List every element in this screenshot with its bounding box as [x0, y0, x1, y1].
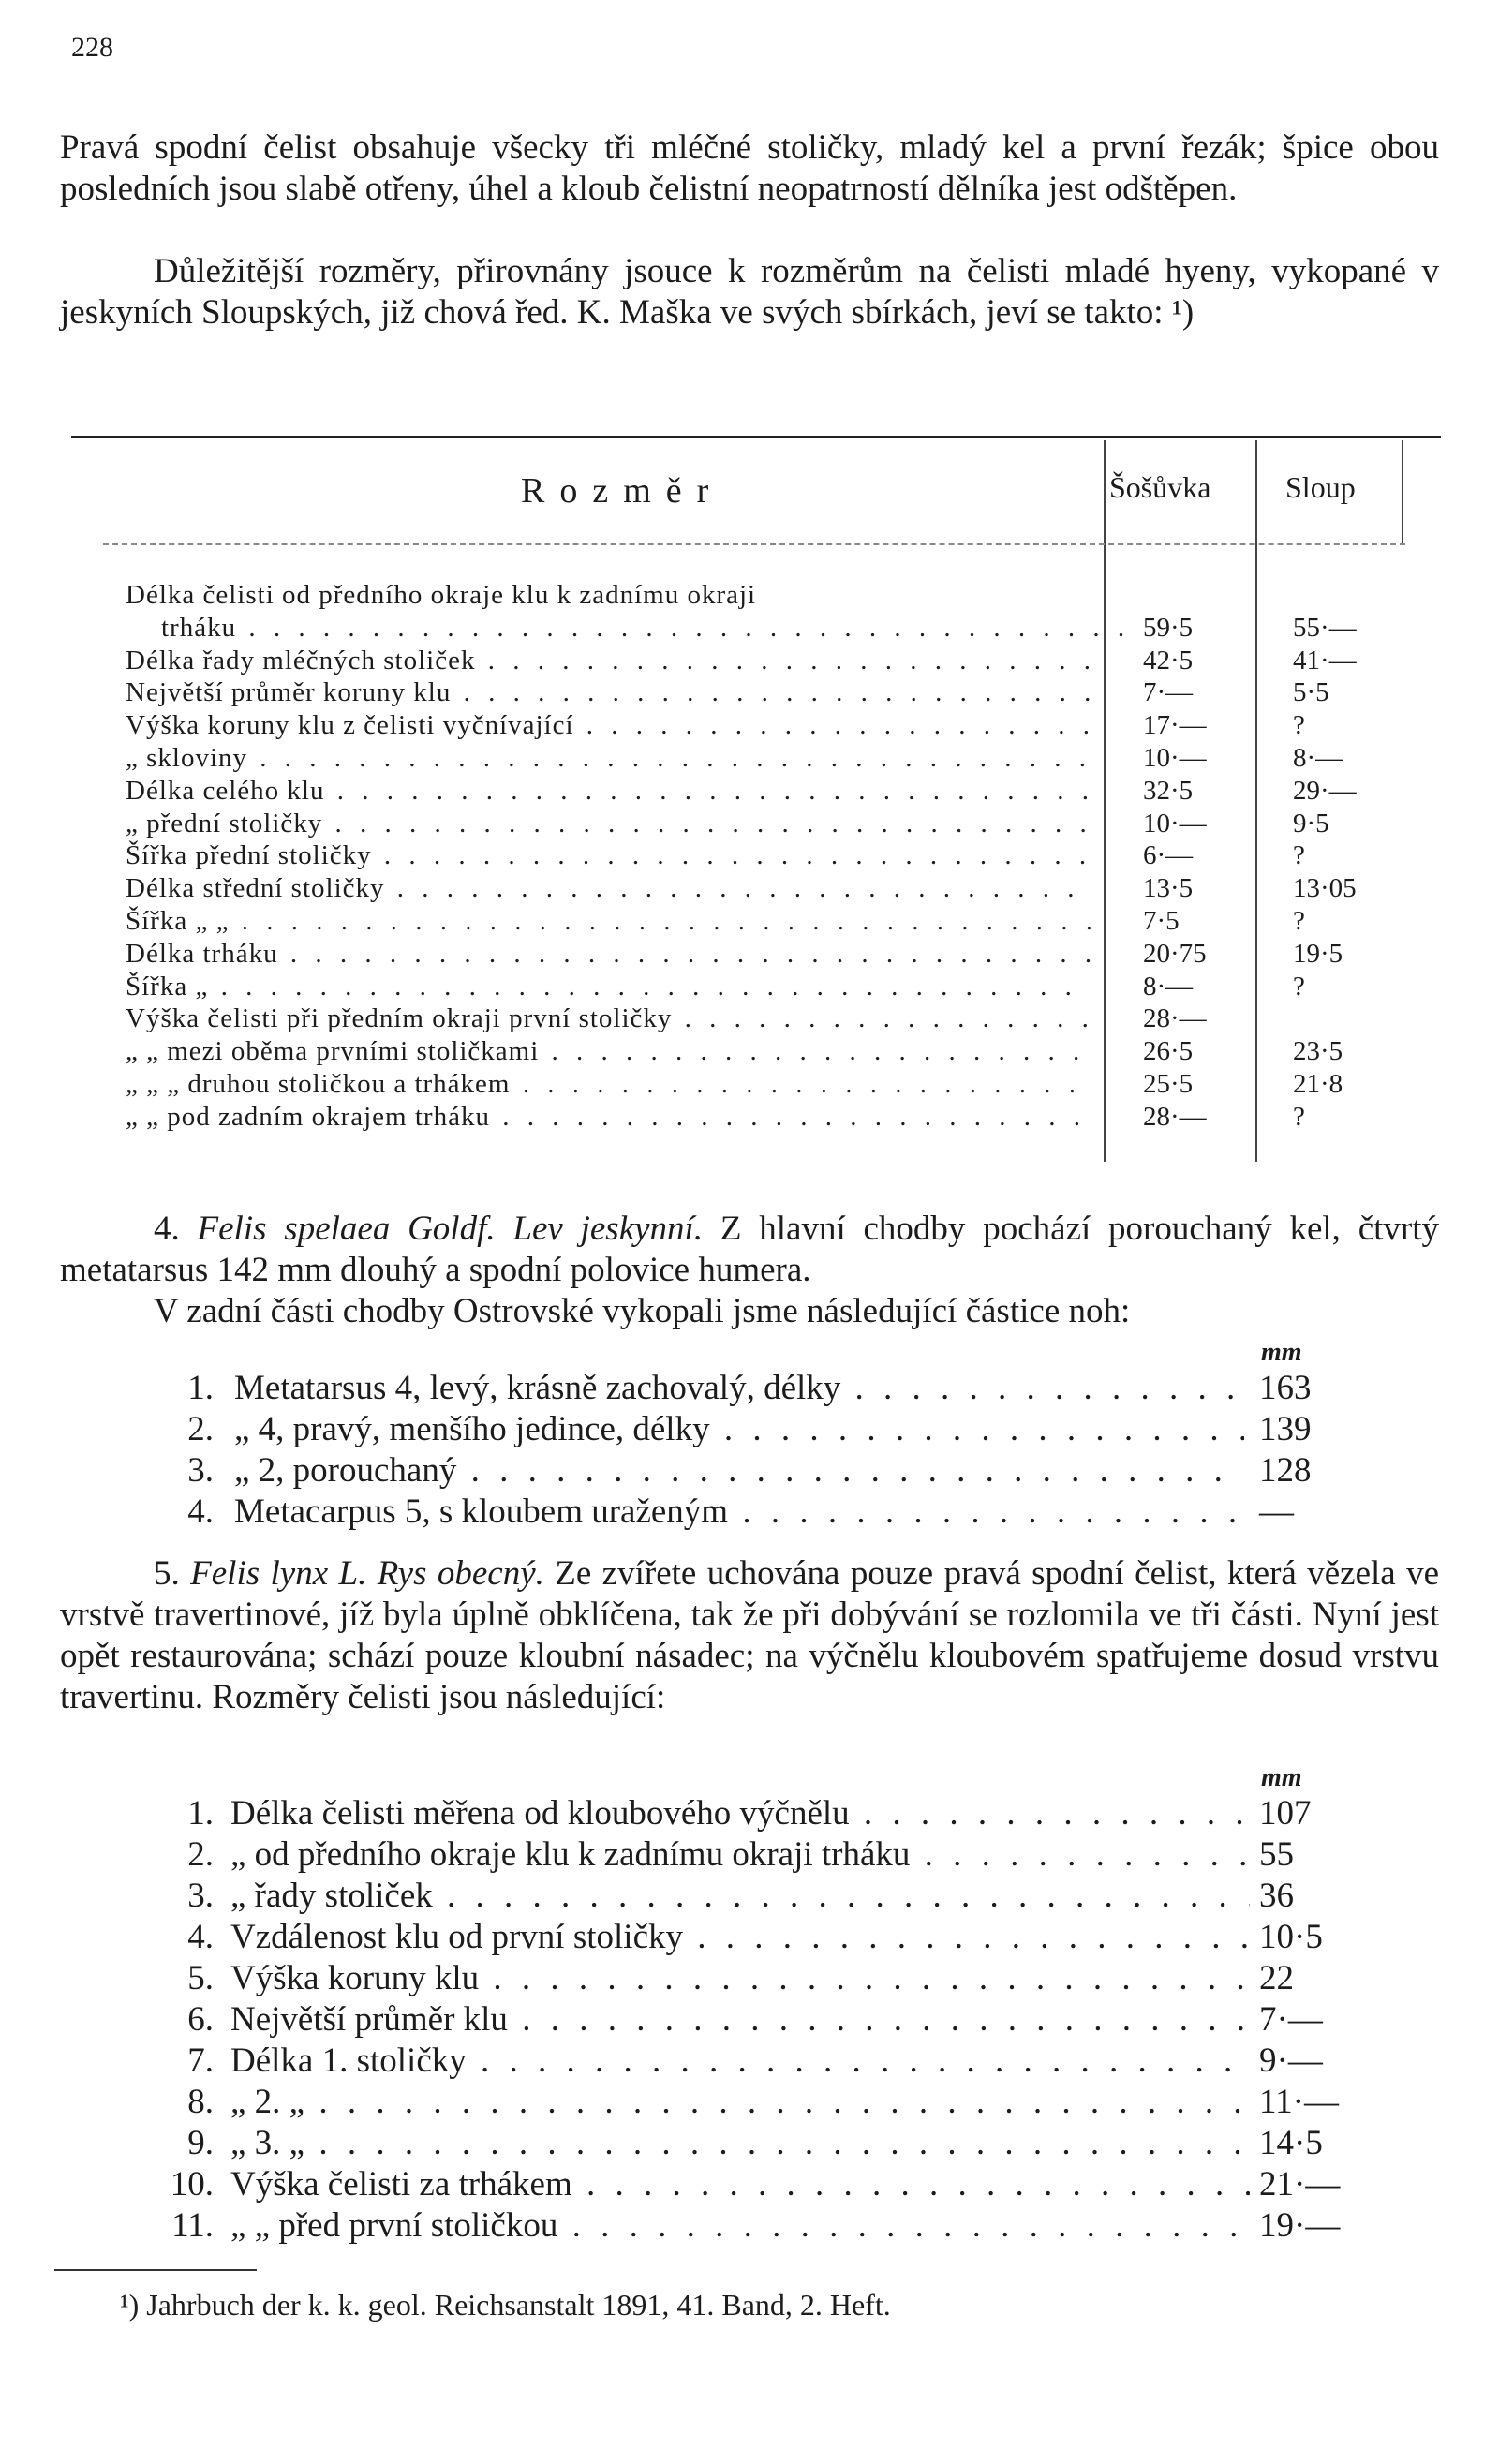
footnote: ¹) Jahrbuch der k. k. geol. Reichsanstalt 1891, 41. Band, 2. Heft.: [120, 2288, 891, 2322]
table-cell-sosuvka: 10·—: [1143, 743, 1207, 773]
list-item-value: 10·5: [1259, 1918, 1323, 1956]
table-row-label: „ skloviny . . .: [126, 742, 1091, 774]
table-row-label: Šířka přední stoličky . . .: [126, 839, 1091, 871]
table-row: [126, 938, 1418, 970]
table-cell-sosuvka: 10·—: [1143, 808, 1207, 839]
list-item-number: 2.: [187, 1410, 214, 1448]
list-item: [0, 1917, 1499, 1958]
felis-lynx-unit: mm: [1261, 1763, 1302, 1792]
list-item-text: „ 2, porouchaný . . .: [234, 1450, 1244, 1492]
table-row-label: Šířka „ . . .: [126, 971, 1091, 1002]
table-row: [126, 905, 1418, 937]
page-number: 228: [71, 32, 113, 63]
list-item-value: 14·5: [1259, 2124, 1323, 2162]
table-cell-sloup: 5·5: [1293, 677, 1329, 708]
list-item: [0, 2082, 1499, 2123]
table-cell-sloup: ?: [1293, 840, 1305, 871]
table-row: [126, 579, 1418, 611]
list-item-text: Metacarpus 5, s kloubem uraženým . . .: [234, 1492, 1244, 1533]
list-item-value: 9·—: [1259, 2041, 1323, 2080]
table-row-label: Šířka „ „ . . .: [126, 905, 1091, 937]
table-row: [126, 1002, 1418, 1034]
table-cell-sosuvka: 17·—: [1143, 710, 1207, 741]
felis-spelaea-text: Z hlavní chodby pochází porouchaný kel, čtvrtý metatarsus 142 mm dlouhý a spodní polovice humera.: [60, 1210, 1439, 1289]
table-cell-sosuvka: 32·5: [1143, 775, 1194, 806]
list-item-number: 1.: [187, 1794, 214, 1833]
list-item-text: „ „ před první stoličkou . . .: [230, 2205, 1250, 2247]
list-item: [0, 1958, 1499, 1999]
list-item: [0, 1450, 1499, 1492]
table-cell-sosuvka: 26·5: [1143, 1036, 1194, 1067]
table-row-label: Délka trháku . . .: [126, 938, 1091, 970]
table-header-label: Rozměr: [521, 471, 724, 511]
list-item: [0, 2123, 1499, 2164]
felis-spelaea-unit: mm: [1261, 1338, 1302, 1367]
table-row-label: „ „ „ druhou stoličkou a trhákem . . .: [126, 1068, 1091, 1100]
table-cell-sloup: 19·5: [1293, 938, 1343, 969]
felis-spelaea-number: 4.: [154, 1210, 180, 1248]
list-item-number: 4.: [187, 1492, 214, 1531]
list-item-text: Délka čelisti měřena od kloubového výčnělu . . .: [230, 1793, 1250, 1834]
table-row: [126, 839, 1418, 871]
table-cell-sloup: 13·05: [1293, 873, 1357, 904]
table-row: [126, 971, 1418, 1002]
list-item: [0, 1876, 1499, 1917]
table-divider-3: [1402, 440, 1403, 543]
felis-lynx-paragraph: [60, 1553, 1439, 1718]
list-item-text: „ 2. „ . . .: [230, 2082, 1250, 2123]
list-item-value: 163: [1259, 1369, 1312, 1407]
list-item-text: Výška koruny klu . . .: [230, 1958, 1250, 1999]
table-row-label: Výška čelisti při předním okraji první stoličky . . .: [126, 1002, 1091, 1034]
list-item-value: 128: [1259, 1451, 1312, 1490]
list-item-text: Metatarsus 4, levý, krásně zachovalý, délky . . .: [234, 1368, 1244, 1409]
table-cell-sosuvka: 7·5: [1143, 906, 1180, 936]
table-header-sloup: Sloup: [1285, 470, 1356, 504]
table-row: [126, 1068, 1418, 1100]
list-item-number: 3.: [187, 1877, 214, 1915]
list-item-value: 21·—: [1259, 2165, 1341, 2204]
table-cell-sosuvka: 28·—: [1143, 1003, 1207, 1034]
table-cell-sloup: ?: [1293, 1101, 1305, 1132]
table-row-label: Délka řady mléčných stoliček . . .: [126, 645, 1091, 676]
table-row: [126, 676, 1418, 708]
list-item-number: 6.: [187, 2000, 214, 2039]
list-item: [0, 1793, 1499, 1834]
table-row-label: „ přední stoličky . . .: [126, 808, 1091, 839]
list-item-number: 7.: [187, 2041, 214, 2080]
list-item: [0, 1368, 1499, 1409]
felis-spelaea-name: Felis spelaea Goldf. Lev jeskynní.: [197, 1210, 704, 1248]
list-item-text: „ od předního okraje klu k zadnímu okraji trháku . . .: [230, 1834, 1250, 1876]
felis-lynx-text: Ze zvířete uchována pouze pravá spodní čelist, která vězela ve vrstvě travertinové, jíž byla úplně obklíčena, tak že při dobývání se rozlomila ve tři části. Nyní jest opět restaurována; schází pouze kloubní násadec; na výčnělu kloubovém spatřujeme dosud vrstvu travertinu. Rozměry čelisti jsou následující:: [60, 1554, 1439, 1716]
table-row: [126, 872, 1418, 904]
table-row-label: Délka celého klu . . .: [126, 775, 1091, 807]
list-item-number: 2.: [187, 1835, 214, 1874]
list-item-text: „ 3. „ . . .: [230, 2123, 1250, 2164]
table-cell-sosuvka: 28·—: [1143, 1101, 1207, 1132]
table-cell-sosuvka: 25·5: [1143, 1069, 1194, 1099]
list-item-text: Vzdálenost klu od první stoličky . . .: [230, 1917, 1250, 1958]
list-item: [0, 1492, 1499, 1533]
table-row-label: Největší průměr koruny klu . . .: [126, 676, 1091, 708]
footnote-rule: [54, 2269, 257, 2271]
table-cell-sosuvka: 7·—: [1143, 677, 1194, 708]
table-row-label: „ „ mezi oběma prvními stoličkami . . .: [126, 1035, 1091, 1067]
list-item: [0, 1999, 1499, 2041]
table-cell-sloup: 21·8: [1293, 1069, 1343, 1099]
list-item-value: —: [1259, 1492, 1294, 1531]
paragraph-dimensions-intro: Důležitější rozměry, přirovnány jsouce k rozměrům na čelisti mladé hyeny, vykopané v jeskyních Sloupských, již chová řed. K. Maška ve svých sbírkách, jeví se takto: ¹): [60, 252, 1439, 332]
table-row: [126, 645, 1418, 676]
felis-spelaea-parts-intro: V zadní části chodby Ostrovské vykopali jsme následující částice noh:: [154, 1292, 1131, 1330]
table-cell-sloup: 55·—: [1293, 612, 1357, 643]
list-item-number: 5.: [187, 1959, 214, 1997]
table-row-label: Výška koruny klu z čelisti vyčnívající . . .: [126, 709, 1091, 741]
list-item-text: Délka 1. stoličky . . .: [230, 2041, 1250, 2082]
table-cell-sosuvka: 42·5: [1143, 645, 1194, 675]
list-item-text: „ 4, pravý, menšího jedince, délky . . .: [234, 1409, 1244, 1450]
table-row: [126, 709, 1418, 741]
list-item-number: 11.: [171, 2206, 214, 2245]
list-item-text: Největší průměr klu . . .: [230, 1999, 1250, 2041]
felis-lynx-name: Felis lynx L. Rys obecný.: [190, 1554, 544, 1593]
table-cell-sosuvka: 20·75: [1143, 938, 1207, 969]
table-cell-sloup: 41·—: [1293, 645, 1357, 675]
table-row: [126, 808, 1418, 839]
list-item-value: 139: [1259, 1410, 1312, 1448]
table-cell-sloup: ?: [1293, 710, 1305, 741]
list-item-value: 7·—: [1259, 2000, 1323, 2039]
table-header-rule: [103, 543, 1405, 545]
table-row: [126, 1101, 1418, 1133]
paragraph-intro: Pravá spodní čelist obsahuje všecky tři mléčné stoličky, mladý kel a první řezák; špice obou posledních jsou slabě otřeny, úhel a kloub čelistní neopatrností dělníka jest odštěpen.: [60, 128, 1439, 208]
table-cell-sloup: ?: [1293, 906, 1305, 936]
table-top-rule: [71, 436, 1441, 438]
list-item-number: 9.: [187, 2124, 214, 2162]
list-item-value: 36: [1259, 1877, 1294, 1915]
list-item: [0, 1409, 1499, 1450]
table-row-label: Délka střední stoličky . . .: [126, 872, 1091, 904]
list-item-value: 22: [1259, 1959, 1294, 1997]
list-item-number: 4.: [187, 1918, 214, 1956]
table-cell-sosuvka: 59·5: [1143, 612, 1194, 643]
table-cell-sosuvka: 8·—: [1143, 971, 1194, 1002]
table-row: [126, 742, 1418, 774]
table-row-label: Délka čelisti od předního okraje klu k zadnímu okraji: [126, 580, 757, 610]
list-item-text: „ řady stoliček . . .: [230, 1876, 1250, 1917]
list-item-number: 8.: [187, 2083, 214, 2121]
list-item: [0, 2041, 1499, 2082]
list-item-number: 3.: [187, 1451, 214, 1490]
list-item-value: 55: [1259, 1835, 1294, 1874]
table-cell-sloup: ?: [1293, 971, 1305, 1002]
list-item-number: 1.: [187, 1369, 214, 1407]
table-cell-sloup: 23·5: [1293, 1036, 1343, 1067]
list-item-text: Výška čelisti za trhákem . . .: [230, 2164, 1250, 2205]
table-cell-sosuvka: 6·—: [1143, 840, 1194, 871]
list-item: [0, 1834, 1499, 1876]
table-row: [126, 1035, 1418, 1067]
list-item-value: 11·—: [1259, 2083, 1339, 2121]
list-item-value: 107: [1259, 1794, 1312, 1833]
list-item: [0, 2205, 1499, 2247]
table-cell-sloup: 29·—: [1293, 775, 1357, 806]
table-header-sosuvka: Šošůvka: [1109, 470, 1211, 504]
table-row-label: trháku . . .: [161, 612, 1126, 644]
felis-spelaea-paragraph: [60, 1209, 1439, 1291]
list-item-value: 19·—: [1259, 2206, 1341, 2245]
table-row: [126, 775, 1418, 807]
list-item-number: 10.: [170, 2165, 214, 2204]
table-row-label: „ „ pod zadním okrajem trháku . . .: [126, 1101, 1091, 1133]
table-cell-sloup: 8·—: [1293, 743, 1343, 773]
felis-lynx-number: 5.: [154, 1554, 180, 1593]
table-cell-sloup: 9·5: [1293, 808, 1329, 839]
list-item: [0, 2164, 1499, 2205]
table-row: [126, 612, 1418, 644]
table-cell-sosuvka: 13·5: [1143, 873, 1194, 904]
